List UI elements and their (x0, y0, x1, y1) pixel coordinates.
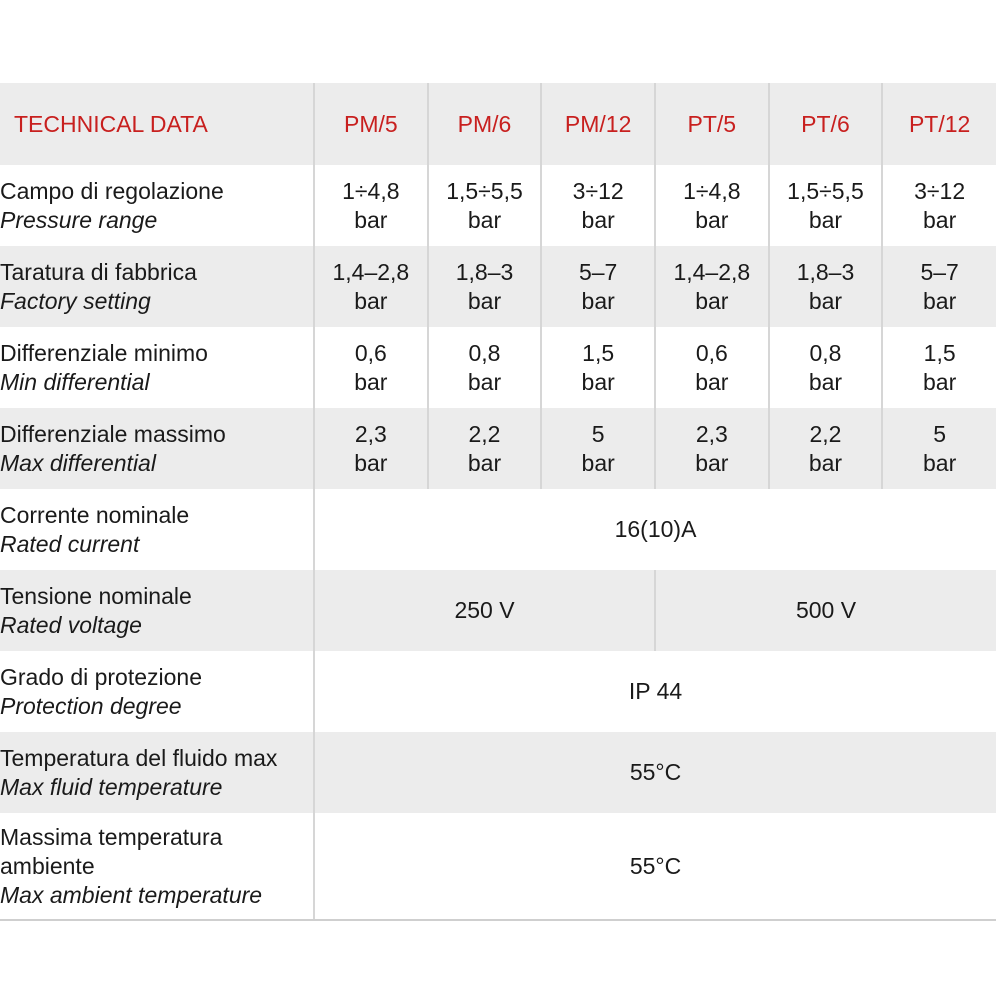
cell-pt5 (655, 165, 769, 246)
cell-unit: bar (808, 368, 843, 395)
cell-pm6 (428, 408, 542, 489)
cell-pt-models: 500 V (655, 570, 996, 651)
cell-pm6 (428, 327, 542, 408)
cell-pt5 (655, 408, 769, 489)
label-english: Rated voltage (0, 611, 142, 638)
cell-pt6 (769, 327, 883, 408)
cell-all-models: 55°C (314, 813, 996, 920)
row-label (0, 246, 314, 327)
row-label (0, 165, 314, 246)
table-title: TECHNICAL DATA (0, 83, 314, 165)
label-english: Rated current (0, 530, 140, 557)
row-max-ambient-temperature (0, 813, 996, 920)
row-max-fluid-temperature (0, 732, 996, 813)
row-rated-current (0, 489, 996, 570)
cell-unit: bar (354, 287, 388, 314)
label-italian: Tensione nominale (0, 582, 192, 609)
cell-unit: bar (581, 287, 615, 314)
row-label (0, 732, 314, 813)
cell-unit: bar (467, 449, 502, 476)
cell-unit: bar (354, 206, 388, 233)
cell-pm5 (314, 408, 428, 489)
row-label (0, 813, 314, 920)
label-italian: Taratura di fabbrica (0, 258, 197, 285)
label-english: Max differential (0, 449, 156, 476)
cell-unit: bar (467, 287, 502, 314)
cell-value: 1,4–2,8 (673, 258, 751, 285)
cell-value: 2,2 (468, 420, 501, 447)
cell-unit: bar (581, 449, 615, 476)
cell-unit: bar (467, 368, 502, 395)
cell-pt6 (769, 246, 883, 327)
cell-value: 2,3 (354, 420, 387, 447)
label-italian: Differenziale minimo (0, 339, 208, 366)
model-header-pm6: PM/6 (428, 83, 542, 165)
label-english: Protection degree (0, 692, 182, 719)
cell-value: 3÷12 (914, 177, 966, 204)
cell-unit: bar (695, 449, 729, 476)
cell-unit: bar (695, 368, 729, 395)
cell-pm12 (541, 165, 655, 246)
cell-value: 3÷12 (572, 177, 624, 204)
label-english: Max ambient temperature (0, 881, 263, 908)
cell-value: 0,8 (468, 339, 501, 366)
model-header-pt6: PT/6 (769, 83, 883, 165)
cell-value: 5–7 (920, 258, 959, 285)
label-italian-line1: Massima temperatura (0, 823, 223, 850)
cell-unit: bar (808, 287, 843, 314)
label-italian: Corrente nominale (0, 501, 190, 528)
row-min-differential (0, 327, 996, 408)
cell-unit: bar (808, 206, 843, 233)
cell-value: 1,5 (923, 339, 956, 366)
cell-value: 1,4–2,8 (332, 258, 410, 285)
model-header-pt5: PT/5 (655, 83, 769, 165)
row-rated-voltage (0, 570, 996, 651)
model-header-pt12: PT/12 (882, 83, 996, 165)
technical-data-table (0, 83, 996, 921)
label-italian: Grado di protezione (0, 663, 203, 690)
cell-pt12 (882, 246, 996, 327)
cell-value: 2,2 (809, 420, 842, 447)
row-max-differential (0, 408, 996, 489)
cell-unit: bar (581, 206, 615, 233)
cell-pm12 (541, 327, 655, 408)
cell-value: 1,5÷5,5 (787, 177, 864, 204)
row-factory-setting (0, 246, 996, 327)
cell-unit: bar (923, 206, 957, 233)
cell-unit: bar (923, 368, 957, 395)
cell-pm5 (314, 246, 428, 327)
cell-all-models: 55°C (314, 732, 996, 813)
cell-pm-models: 250 V (314, 570, 655, 651)
cell-pt6 (769, 408, 883, 489)
cell-unit: bar (808, 449, 843, 476)
label-italian-line2: ambiente (0, 852, 95, 879)
cell-unit: bar (695, 287, 729, 314)
model-header-pm5: PM/5 (314, 83, 428, 165)
label-italian: Differenziale massimo (0, 420, 226, 447)
label-english: Pressure range (0, 206, 158, 233)
cell-unit: bar (354, 368, 388, 395)
cell-unit: bar (354, 449, 388, 476)
cell-value: 0,6 (695, 339, 728, 366)
cell-value: 0,6 (354, 339, 387, 366)
cell-pm12 (541, 246, 655, 327)
cell-all-models: 16(10)A (614, 516, 697, 542)
row-label (0, 327, 314, 408)
cell-value: 1,5 (582, 339, 615, 366)
cell-pm5 (314, 327, 428, 408)
cell-pt12 (882, 408, 996, 489)
cell-pt12 (882, 327, 996, 408)
cell-value: 2,3 (695, 420, 728, 447)
cell-pm5 (314, 165, 428, 246)
label-italian: Campo di regolazione (0, 177, 224, 204)
cell-value: 1÷4,8 (342, 177, 400, 204)
cell-value: 1,8–3 (455, 258, 514, 285)
cell-unit: bar (923, 287, 957, 314)
cell-pt5 (655, 246, 769, 327)
cell-pm12 (541, 408, 655, 489)
cell-unit: bar (581, 368, 615, 395)
cell-value: 1,5÷5,5 (446, 177, 523, 204)
label-italian: Temperatura del fluido max (0, 744, 278, 771)
row-label (0, 570, 314, 651)
cell-unit: bar (695, 206, 729, 233)
row-label (0, 408, 314, 489)
cell-unit: bar (467, 206, 502, 233)
cell-pt6 (769, 165, 883, 246)
cell-value: 1,8–3 (796, 258, 855, 285)
label-english: Max fluid temperature (0, 773, 223, 800)
table-header-row (0, 83, 996, 165)
cell-value: 0,8 (809, 339, 842, 366)
label-english: Factory setting (0, 287, 151, 314)
label-english: Min differential (0, 368, 150, 395)
cell-pm6 (428, 246, 542, 327)
row-protection-degree (0, 651, 996, 732)
cell-unit: bar (923, 449, 957, 476)
cell-value: 5 (591, 420, 605, 447)
cell-all-models: IP 44 (628, 678, 683, 704)
cell-pt12 (882, 165, 996, 246)
cell-pt5 (655, 327, 769, 408)
row-label (0, 489, 314, 570)
cell-value: 5 (933, 420, 947, 447)
cell-value: 1÷4,8 (683, 177, 741, 204)
row-pressure-range (0, 165, 996, 246)
cell-pm6 (428, 165, 542, 246)
cell-value: 5–7 (578, 258, 618, 285)
model-header-pm12: PM/12 (541, 83, 655, 165)
row-label (0, 651, 314, 732)
